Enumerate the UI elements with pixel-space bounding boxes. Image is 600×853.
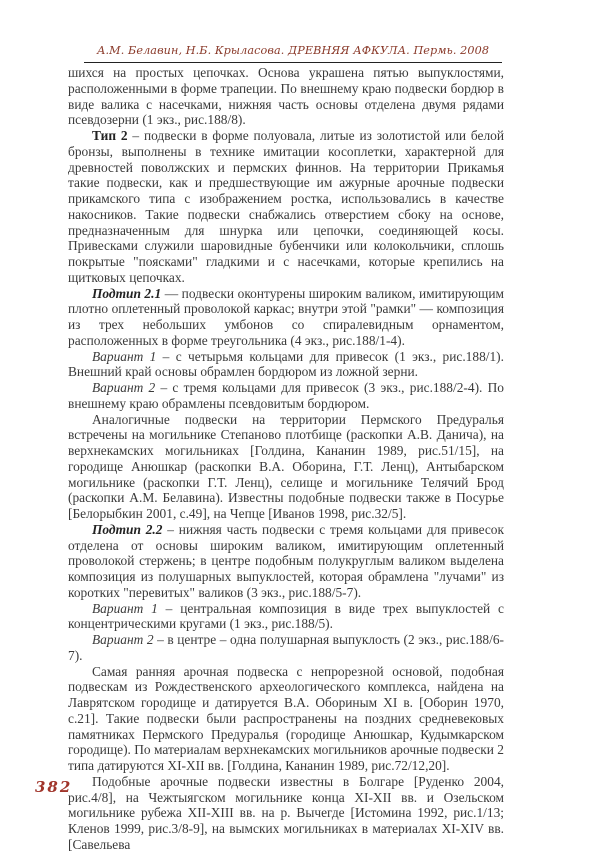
paragraph-subtype-2-2 [68,522,504,601]
paragraph-text: Подобные арочные подвески известны в Болгаре [Руденко 2004, рис.4/8], на Чежтыягском могильнике конца XI-XII вв. и Озельском могильнике рубежа XII-XIII вв. на р. Вычегде [Истомина 1992, рис.1/13; Кленов 1999, рис.3/8-9], на вымских могильниках в материалах XI-XIV вв. [Савельева [68,773,504,852]
paragraph-text: – нижняя часть подвески с тремя кольцами для привесок отделена от основы широким валиком, имитирующим оплетенный проволокой стержень; в центре подобным полукруглым валиком выделена композиция из полушарных выпуклостей, которая обрамлена "лучами" из коротких "перевитых" валиков (3 экз., рис.188/5-7). [68,521,505,600]
paragraph-lead: Подтип 2.2 [92,521,163,537]
paragraph-continuation [68,65,504,128]
paragraph-text: – в центре – одна полушарная выпуклость (2 экз., рис.188/6-7). [68,632,504,663]
paragraph-lead: Подтип 2.1 [92,285,162,301]
paragraph-variant-1b [68,601,504,633]
running-header: А.М. Белавин, Н.Б. Крыласова. ДРЕВНЯЯ АФКУЛА. Пермь. 2008 [96,44,490,57]
paragraph-text: шихся на простых цепочках. Основа украшена пятью выпуклостями, расположенными в форме трапеции. По внешнему краю подвески бордюр в виде валика с насечками, нижняя часть основы отделена двумя рядами псевдозерни (1 экз., рис.188/8). [68,65,504,128]
paragraph-lead: Вариант 1 [92,348,157,364]
paragraph-text: – подвески в форме полуовала, литые из золотистой или белой бронзы, выполнены в технике имитации косоплетки, характерной для древностей поволжских и пермских финнов. На территории Прикамья такие подвески, как и предшествующие им ажурные арочные подвески прикамского типа с изображением ростка, использовались в качестве накосников. Такие подвески снабжались отверстием сбоку на основе, предназначенным для шнурка или цепочки, соединяющей косы. Привесками служили шаровидные бубенчики или колокольчики, сплошь покрытые "поясками" гладкими и с насечками, которые крепились на щитковых цепочках. [68,128,505,285]
paragraph-lead: Тип 2 [92,128,128,143]
paragraph-text: — подвески оконтурены широким валиком, имитирующим плотно оплетенный проволокой каркас; внутри этой "рамки" — композиция из трех небольших умбонов со спиралевидным орнаментом, расположенных в форме треугольника (4 экз., рис.188/1-4). [68,285,504,348]
paragraph-subtype-2-1 [68,286,504,349]
paragraph-analogues [68,412,504,522]
paragraph-type-2 [68,128,504,286]
paragraph-lead: Вариант 2 [92,380,156,395]
header-rule [84,62,502,63]
paragraph-lead: Вариант 2 [92,632,154,647]
page-number: 382 [35,778,73,796]
paragraph-text: – с четырьмя кольцами для привесок (1 экз., рис.188/1). Внешний край основы обрамлен бордюром из ложной зерни. [68,348,504,380]
paragraph-parallels [68,774,504,853]
paragraph-text: Аналогичные подвески на территории Пермского Предуралья встречены на могильнике Степаново плотбище (раскопки А.В. Данича), на верхнекамских могильниках [Голдина, Кананин 1989, рис.51/15], на городище Анюшкар (раскопки В.А. Оборина, Г.Т. Ленц), Антыбарском могильнике (раскопки Г.Т. Ленц), селище и могильнике Телячий Брод (раскопки А.М. Белавина). Известны подобные подвески также в Посурье [Белорыбкин 2001, с.49], на Чепце [Иванов 1998, рис.32/5]. [68,411,504,521]
paragraph-dating [68,664,504,774]
paragraph-variant-1 [68,349,504,381]
paragraph-text: – с тремя кольцами для привесок (3 экз., рис.188/2-4). По внешнему краю обрамлены псевдовитым бордюром. [68,380,504,411]
paragraph-lead: Вариант 1 [92,600,158,616]
page-body [68,65,504,853]
paragraph-variant-2b [68,632,504,664]
paragraph-text: Самая ранняя арочная подвеска с непрорезной основой, подобная подвескам из Рождественского археологического комплекса, найдена на Лаврятском городище и датируется В.А. Обориным XI в. [Оборин 1970, с.21]. Такие подвески были распространены на поздних средневековых памятниках Пермского Предуралья (городище Анюшкар, Кудымкарском городище). По материалам верхнекамских могильников арочные подвески 2 типа датируются XI-XII вв. [Голдина, Кананин 1989, рис.72/12,20]. [68,663,504,773]
paragraph-variant-2 [68,380,504,412]
paragraph-text: – центральная композиция в виде трех выпуклостей с концентрическими кругами (1 экз., рис.188/5). [68,600,504,632]
